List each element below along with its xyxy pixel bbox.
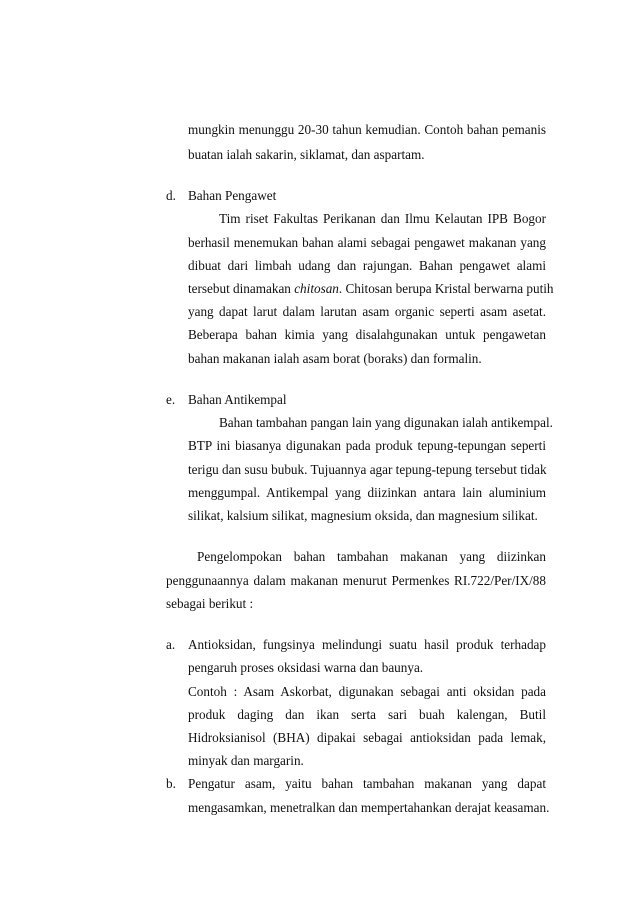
list-item-line: Antioksidan, fungsinya melindungi suatu hasil produk terhadap: [188, 637, 546, 652]
body-line: menggumpal. Antikempal yang diizinkan antara lain aluminium: [188, 485, 546, 500]
list-item-line: minyak dan margarin.: [188, 753, 304, 768]
section-label-e: e.: [166, 392, 176, 407]
list-label-a: a.: [166, 637, 176, 652]
text-run: . Chitosan berupa Kristal berwarna putih: [338, 281, 554, 296]
body-line: Tim riset Fakultas Perikanan dan Ilmu Kelautan IPB Bogor: [219, 211, 546, 226]
section-title-bahan-antikempal: Bahan Antikempal: [188, 392, 287, 407]
list-item-line: pengaruh proses oksidasi warna dan baunya.: [188, 660, 424, 675]
list-item-line: mengasamkan, menetralkan dan mempertahankan derajat keasaman.: [188, 800, 550, 815]
body-line: bahan makanan ialah asam borat (boraks) dan formalin.: [188, 351, 482, 366]
section-title-bahan-pengawet: Bahan Pengawet: [188, 188, 277, 203]
body-line: mungkin menunggu 20-30 tahun kemudian. Contoh bahan pemanis: [188, 122, 546, 137]
body-line: terigu dan susu bubuk. Tujuannya agar tepung-tepung tersebut tidak: [188, 462, 547, 477]
body-line: Beberapa bahan kimia yang disalahgunakan untuk pengawetan: [188, 327, 546, 342]
list-item-line: Hidroksianisol (BHA) dipakai sebagai antioksidan pada lemak,: [188, 730, 546, 745]
body-line: buatan ialah sakarin, siklamat, dan aspartam.: [188, 147, 425, 162]
body-line: silikat, kalsium silikat, magnesium oksida, dan magnesium silikat.: [188, 508, 538, 523]
body-line: berhasil menemukan bahan alami sebagai pengawet makanan yang: [188, 235, 546, 250]
list-item-line: produk daging dan ikan serta sari buah kalengan, Butil: [188, 707, 546, 722]
section-label-d: d.: [166, 188, 176, 203]
list-item-line: Contoh : Asam Askorbat, digunakan sebagai anti oksidan pada: [188, 684, 546, 699]
body-line: penggunaannya dalam makanan menurut Permenkes RI.722/Per/IX/88: [166, 573, 546, 588]
body-line: sebagai berikut :: [166, 596, 254, 611]
body-line: BTP ini biasanya digunakan pada produk tepung-tepungan seperti: [188, 438, 546, 453]
body-line: [188, 281, 554, 297]
italic-term-chitosan: chitosan: [294, 281, 339, 296]
body-line: Bahan tambahan pangan lain yang digunakan ialah antikempal.: [219, 415, 553, 430]
body-line: yang dapat larut dalam larutan asam organic seperti asam asetat.: [188, 304, 546, 319]
list-label-b: b.: [166, 776, 176, 791]
list-item-line: Pengatur asam, yaitu bahan tambahan makanan yang dapat: [188, 776, 546, 791]
body-line: dibuat dari limbah udang dan rajungan. Bahan pengawet alami: [188, 258, 546, 273]
text-run: tersebut dinamakan: [188, 281, 291, 296]
body-line: Pengelompokan bahan tambahan makanan yang diizinkan: [197, 549, 546, 564]
